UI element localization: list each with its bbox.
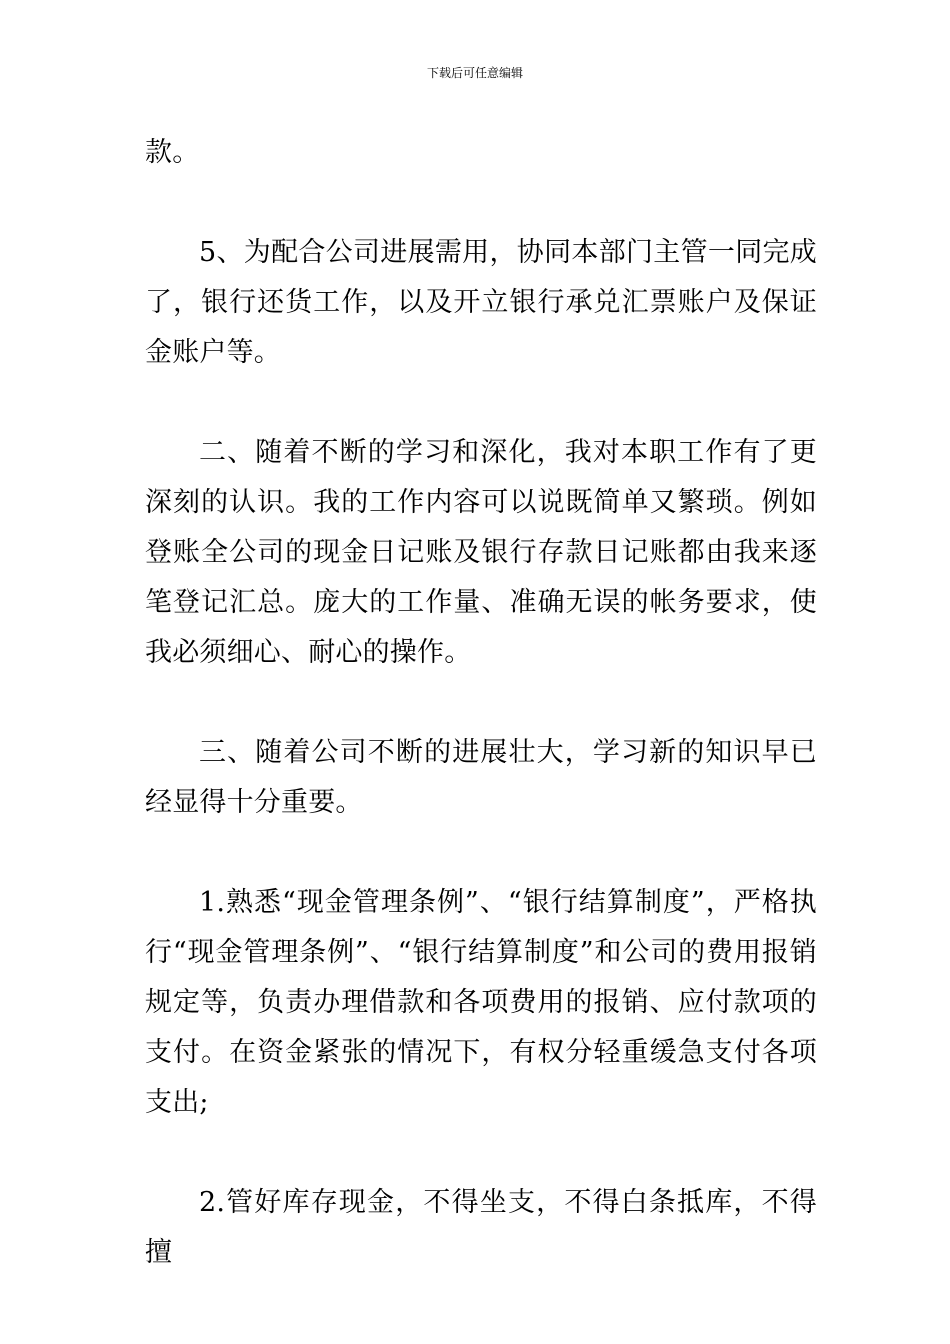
page-header-note: 下载后可任意编辑 [426, 66, 523, 80]
paragraph-gap [145, 178, 817, 228]
paragraph-gap [145, 678, 817, 728]
paragraph-continuation: 款。 [145, 137, 200, 168]
paragraph-gap [145, 378, 817, 428]
paragraph-gap [145, 1128, 817, 1178]
paragraph-item-5: 5、为配合公司进展需用，协同本部门主管一同完成了，银行还货工作，以及开立银行承兑汇票账户及保证金账户等。 [145, 237, 817, 368]
paragraph-item-1: 1.熟悉“现金管理条例”、“银行结算制度”，严格执行“现金管理条例”、“银行结算制度”和公司的费用报销规定等，负责办理借款和各项费用的报销、应付款项的支付。在资金紧张的情况下，有权分轻重缓急支付各项支出; [145, 887, 817, 1118]
paragraph-section-2: 二、随着不断的学习和深化，我对本职工作有了更深刻的认识。我的工作内容可以说既简单又繁琐。例如登账全公司的现金日记账及银行存款日记账都由我来逐笔登记汇总。庞大的工作量、准确无误的帐务要求，使我必须细心、耐心的操作。 [145, 437, 817, 668]
document-body [145, 128, 817, 1278]
paragraph-gap [145, 828, 817, 878]
paragraph-section-3: 三、随着公司不断的进展壮大，学习新的知识早已经显得十分重要。 [145, 737, 817, 818]
paragraph-item-2: 2.管好库存现金，不得坐支，不得白条抵库，不得擅 [145, 1187, 817, 1268]
